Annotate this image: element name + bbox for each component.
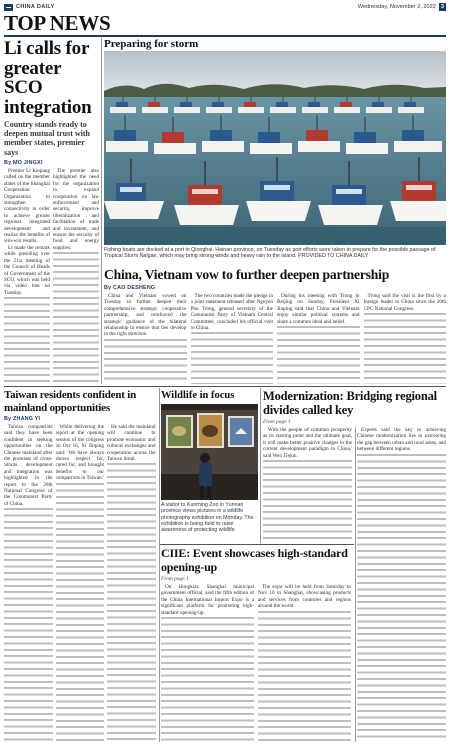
lead-deck: Country stands ready to deepen mutual trust with member states, premier says	[4, 120, 91, 157]
column-divider	[159, 388, 160, 742]
section-title: TOP NEWS	[4, 11, 111, 35]
paragraph: Premier Li Keqiang called on the member states of the Shanghai Cooperation Organization to strengthen connectivity in order to achieve greater regional integrated development and realize the benefits of win-win results.	[4, 168, 50, 245]
brand-name: CHINA DAILY	[16, 4, 55, 10]
modernization-jump-line: From page 1	[263, 419, 291, 425]
body-column	[258, 584, 351, 742]
section-divider	[160, 544, 354, 545]
paragraph: The expo will be held from Saturday to Nov 10 in Shanghai, showcasing products and services from countries and regions around the world.	[258, 584, 351, 610]
body-column	[263, 427, 352, 541]
body-column	[161, 584, 254, 742]
column-divider	[260, 388, 261, 543]
paragraph: Taiwan compatriots said they have been confident in seeking opportunities on the Chinese mainland after the promises of cross-Straits development and integration was highlighted in the report to the 20th National Congress of the Communist Party of China.	[4, 424, 53, 507]
body-column	[56, 424, 105, 742]
modernization-headline: Modernization: Bridging regional divides called key	[263, 389, 437, 417]
ciie-jump-line: From page 1	[161, 576, 189, 582]
storm-photo	[104, 51, 446, 245]
column-divider	[355, 427, 356, 742]
wildlife-photo-caption: A visitor to Kunming Zoo in Yunnan province views pictures in a wildlife photography exhibition on Monday. The exhibition is being held to raise awareness of protecting wildlife.	[161, 502, 254, 534]
harbor-image	[104, 51, 446, 245]
masthead-right	[358, 3, 446, 11]
paragraph: Experts said the key to achieving Chinese modernization lies in narrowing the gap between urban and rural areas, and between different regions.	[357, 427, 446, 453]
vietnam-headline: China, Vietnam vow to further deepen partnership	[104, 267, 390, 282]
lead-byline: By MO JINGXI	[4, 160, 43, 166]
body-column	[53, 168, 99, 384]
body-column	[357, 427, 446, 742]
body-column	[191, 293, 274, 384]
wildlife-photo	[161, 404, 258, 500]
paragraph: Li made the remark while presiding over the 21st meeting of the Council of Heads of Government of the SCO, which was held via video link on Tuesday.	[4, 244, 50, 296]
body-column	[4, 168, 50, 384]
issue-date: Wednesday, November 2, 2022	[357, 4, 436, 10]
body-column	[4, 424, 53, 742]
paragraph: The two countries made the pledge in a joint statement released after Nguyen Phu Trong, general secretary of the Communist Party of Vietnam Central Committee, concluded his official visit to China.	[190, 293, 273, 332]
column-divider	[101, 38, 102, 384]
photo-frame	[228, 416, 254, 447]
taiwan-byline: By ZHANG YI	[4, 416, 41, 422]
photo-frame	[197, 413, 224, 448]
body-column	[107, 424, 156, 742]
storm-photo-caption: Fishing boats are docked at a port in Qionghai, Hainan province, on Tuesday as port efforts were taken to prepare for the possible passage of Tropical Storm Nalgae, which may bring strong winds and heavy rain to the island. PROVIDED TO CHINA DAILY	[104, 247, 436, 260]
body-column	[277, 293, 360, 384]
ciie-headline: CIIE: Event showcases high-standard opening-up	[161, 546, 348, 574]
taiwan-headline: Taiwan residents confident in mainland opportunities	[4, 389, 137, 414]
body-column	[364, 293, 447, 384]
paragraph: China and Vietnam vowed on Tuesday to further deepen their comprehensive strategic cooperative partnership, and reinforced the strategic guidance of the bilateral relationship to ensure that ties develop in the right direction.	[104, 293, 187, 338]
body-column	[104, 293, 187, 384]
paragraph: The premier also highlighted the need for the organization to expand cooperation on law enforcement and security, improve liberalization and facilitation of trade and investment, and ensure the security of food and energy supplies.	[53, 168, 99, 251]
paragraph: While delivering the report at the opening session of the congress on Oct 16, Xi Jinping said: 'We have always shown respect for, cared for, and brought benefits to our compatriots in Taiwan.'	[55, 424, 104, 482]
paragraph: During his meeting with Trong in Beijing on Sunday, President Xi Jinping said that China and Vietnam enjoy similar political systems and share a common ideal and belief.	[277, 293, 360, 325]
wildlife-photo-label: Wildlife in focus	[161, 390, 235, 401]
china-daily-logo	[4, 4, 13, 11]
section-rule	[4, 35, 446, 37]
storm-photo-label: Preparing for storm	[104, 38, 199, 50]
lead-headline: Li calls for greater SCO integration	[4, 38, 92, 118]
paragraph: Trong said the visit is the first by a foreign leader to China since the 20th CPC National Congress.	[363, 293, 446, 312]
paragraph: On Hongkiat, Shanghai municipal government official, said the fifth edition of the China International Import Expo is a significant platform for promoting high-standard opening-up.	[161, 584, 254, 616]
masthead-left	[4, 4, 55, 11]
paragraph: 'With the people of common prosperity as its starting point and the ultimate goal, it will make better positive changes in the current development paradigm in China,' said Wen Tiejun.	[263, 427, 352, 459]
exhibition-image	[161, 404, 258, 500]
page-number: 3	[440, 4, 444, 10]
section-divider	[4, 386, 446, 387]
vietnam-byline: By CAO DESHENG	[104, 285, 156, 291]
paragraph: He said the mainland will continue to promote economic and cultural exchanges and cooperation across the Taiwan Strait.	[107, 424, 156, 463]
photo-frame	[166, 415, 193, 448]
